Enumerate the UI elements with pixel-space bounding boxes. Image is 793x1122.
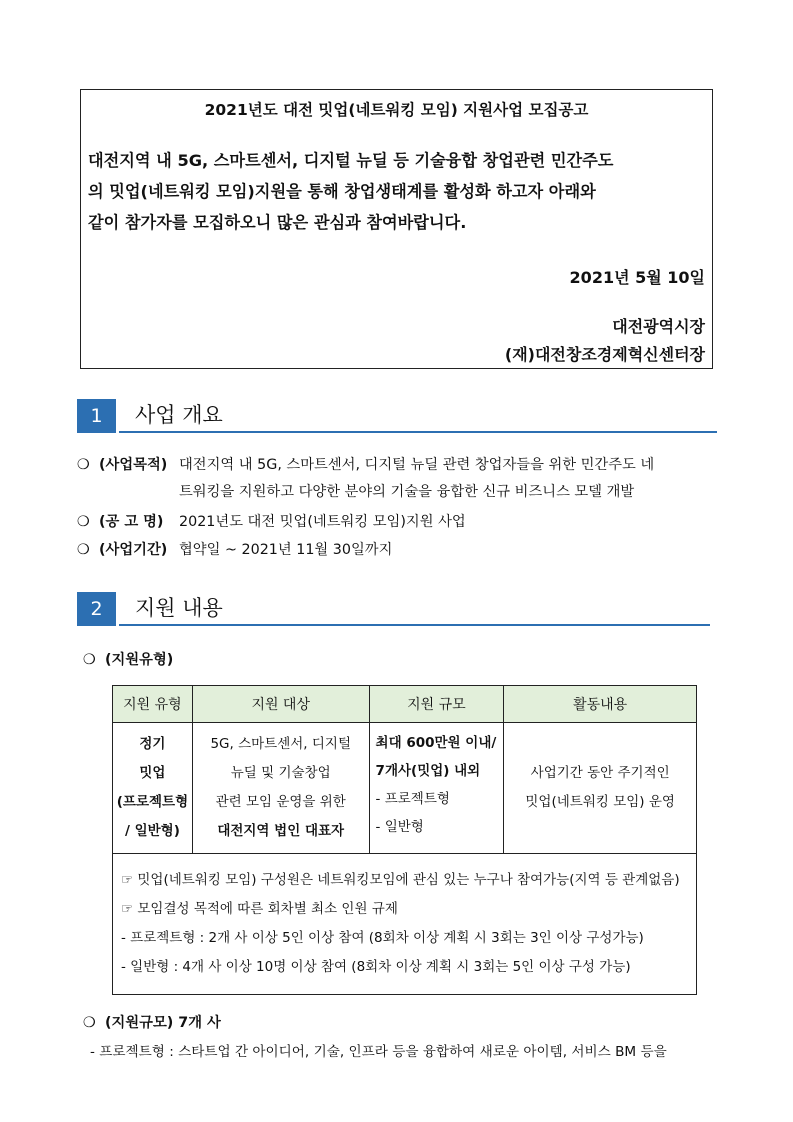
cell-line: 밋업 [139,765,166,781]
cell-line: 5G, 스마트센서, 디지털 [210,736,351,752]
section-1-header [77,399,717,433]
item-content: 대전지역 내 5G, 스마트센서, 디지털 뉴딜 관련 창업자들을 위한 민간주도 네 [179,457,655,473]
cell-line: 관련 모임 운영을 위한 [215,794,346,810]
item-label: (공 고 명) [99,514,164,530]
section-number: 2 [77,592,116,626]
cell-line: 뉴딜 및 기술창업 [230,765,331,781]
cell-line: 사업기간 동안 주기적인 [530,765,670,781]
cell-line: 7개사(밋업) 내외 [375,763,481,779]
support-type-heading [83,647,173,673]
cell-line: 정기 [139,736,166,752]
section-rule [119,431,717,433]
note-line: - 프로젝트형 : 2개 사 이상 5인 이상 참여 (8회차 이상 계획 시 3회는 3인 이상 구성가능) [121,930,644,946]
notice-org-city: 대전광역시장 [612,317,705,336]
notice-org-center: (재)대전창조경제혁신센터장 [504,345,705,364]
cell-line: 대전지역 법인 대표자 [217,823,345,839]
item-label: (지원규모) 7개 사 [105,1015,221,1031]
circle-bullet-icon: ❍ [83,652,96,668]
item-content: 2021년도 대전 밋업(네트워킹 모임)지원 사업 [179,514,466,530]
table-header-cell: 지원 대상 [192,686,369,723]
notice-body-line: 의 밋업(네트워킹 모임)지원을 통해 창업생태계를 활성화 하고자 아래와 [88,182,596,201]
item-label: (사업목적) [99,457,168,473]
section-title: 사업 개요 [135,403,223,427]
cell-line: (프로젝트형 [116,794,189,810]
circle-bullet-icon: ❍ [83,1015,96,1031]
notice-box [80,89,713,369]
table-header-row [113,686,697,723]
table-notes-row [113,854,697,995]
circle-bullet-icon: ❍ [77,542,90,558]
cell-line: - 프로젝트형 [375,791,450,807]
item-label: (사업기간) [99,542,168,558]
table-header-cell: 지원 규모 [369,686,504,723]
note-line: ☞ 모임결성 목적에 따른 회차별 최소 인원 규제 [121,901,398,917]
cell-line: 최대 600만원 이내/ [375,735,497,751]
support-scale-heading [83,1010,221,1036]
table-row [113,723,697,854]
note-line: - 일반형 : 4개 사 이상 10명 이상 참여 (8회차 이상 계획 시 3회는 5인 이상 구성 가능) [121,959,631,975]
support-scale-cell [369,723,504,854]
notice-body [88,145,704,238]
support-type-cell [113,723,193,854]
section-2-header [77,592,710,626]
notice-title: 2021년도 대전 밋업(네트워킹 모임) 지원사업 모집공고 [204,101,589,119]
section-number: 1 [77,399,116,433]
notice-date: 2021년 5월 10일 [569,268,705,287]
table-header-cell: 활동내용 [504,686,697,723]
notes-cell [113,854,697,995]
support-table [112,685,697,995]
circle-bullet-icon: ❍ [77,457,90,473]
support-target-cell [192,723,369,854]
item-content: 트워킹을 지원하고 다양한 분야의 기술을 융합한 신규 비즈니스 모델 개발 [179,484,635,500]
overview-item-title [77,509,163,535]
activity-cell [504,723,697,854]
cell-line: 밋업(네트워킹 모임) 운영 [525,794,675,810]
notice-body-line: 같이 참가자를 모집하오니 많은 관심과 참여바랍니다. [88,213,467,232]
overview-item-period [77,537,167,563]
item-label: (지원유형) [105,652,174,668]
section-title: 지원 내용 [135,596,223,620]
cell-line: - 일반형 [375,819,424,835]
section-rule [119,624,710,626]
cell-line: / 일반형) [124,823,180,839]
scale-detail-line: - 프로젝트형 : 스타트업 간 아이디어, 기술, 인프라 등을 융합하여 새로운 아이템, 서비스 BM 등을 [90,1044,667,1060]
overview-item-purpose [77,452,167,478]
note-line: ☞ 밋업(네트워킹 모임) 구성원은 네트워킹모임에 관심 있는 누구나 참여가능(지역 등 관계없음) [121,872,680,888]
item-content: 협약일 ~ 2021년 11월 30일까지 [179,542,393,558]
notice-body-line: 대전지역 내 5G, 스마트센서, 디지털 뉴딜 등 기술융합 창업관련 민간주도 [88,151,614,170]
table-header-cell: 지원 유형 [113,686,193,723]
circle-bullet-icon: ❍ [77,514,90,530]
